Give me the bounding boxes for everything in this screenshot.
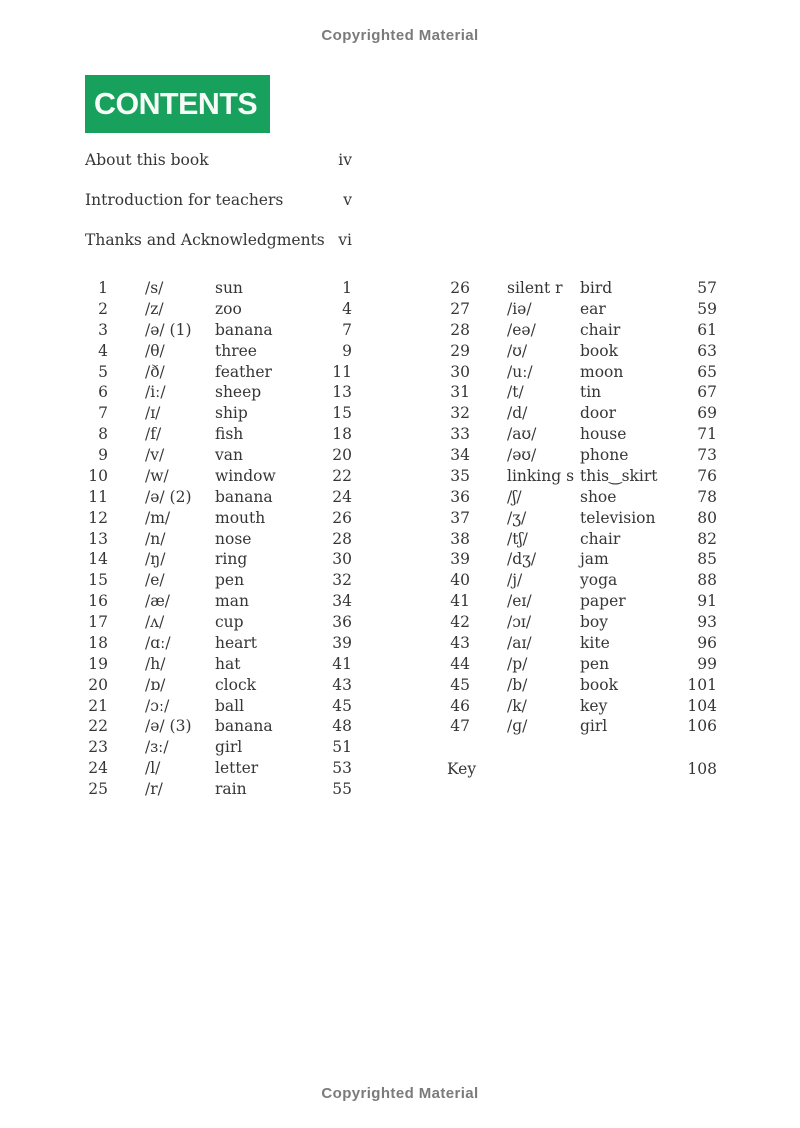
- unit-word: paper: [580, 592, 626, 611]
- unit-symbol: /ɪ/: [145, 404, 161, 423]
- contents-row: [85, 779, 352, 800]
- contents-row: [85, 424, 352, 445]
- unit-word: tin: [580, 383, 602, 402]
- unit-page: 53: [332, 759, 352, 778]
- contents-row: [440, 320, 717, 341]
- unit-symbol: /p/: [507, 654, 528, 673]
- unit-page: 69: [697, 404, 717, 423]
- unit-word: ship: [215, 404, 248, 423]
- unit-number: 41: [450, 592, 470, 611]
- contents-row: [85, 758, 352, 779]
- contents-row: [85, 362, 352, 383]
- contents-row: [85, 466, 352, 487]
- unit-page: 48: [332, 717, 352, 736]
- contents-row: [85, 675, 352, 696]
- unit-word: kite: [580, 633, 610, 652]
- unit-word: rain: [215, 780, 247, 798]
- unit-word: three: [215, 341, 257, 360]
- unit-word: jam: [580, 550, 609, 569]
- unit-number: 31: [450, 383, 470, 402]
- unit-number: 24: [88, 759, 108, 778]
- unit-symbol: /e/: [145, 571, 165, 590]
- unit-word: phone: [580, 446, 629, 464]
- contents-row: [440, 299, 717, 320]
- front-matter-page: vi: [338, 231, 352, 249]
- unit-number: 23: [88, 738, 108, 757]
- unit-number: 18: [88, 633, 108, 652]
- unit-word: banana: [215, 487, 273, 506]
- unit-symbol: /ŋ/: [145, 550, 166, 569]
- unit-symbol: /ɔː/: [145, 696, 170, 715]
- key-label: Key: [447, 760, 477, 778]
- unit-number: 32: [450, 404, 470, 423]
- unit-page: 99: [697, 654, 717, 673]
- unit-symbol: /ɔɪ/: [507, 613, 532, 631]
- unit-page: 45: [332, 696, 352, 715]
- unit-symbol: /aɪ/: [507, 633, 532, 652]
- front-matter-label: Introduction for teachers: [85, 191, 284, 209]
- unit-symbol: /tʃ/: [507, 529, 528, 548]
- unit-word: nose: [215, 529, 252, 548]
- contents-row: [440, 508, 717, 529]
- front-matter-row: [85, 192, 352, 209]
- unit-page: 73: [697, 446, 717, 464]
- contents-row: [440, 487, 717, 508]
- contents-row: [440, 570, 717, 591]
- unit-page: 22: [332, 466, 352, 485]
- unit-word: house: [580, 425, 627, 444]
- unit-number: 38: [450, 529, 470, 548]
- contents-row: [440, 362, 717, 383]
- unit-symbol: /r/: [145, 780, 163, 798]
- unit-page: 106: [687, 717, 717, 736]
- contents-row: [440, 382, 717, 403]
- unit-word: banana: [215, 320, 273, 339]
- unit-symbol: /ɒ/: [145, 675, 166, 694]
- unit-symbol: /ɑː/: [145, 633, 171, 652]
- contents-row: [440, 716, 717, 737]
- unit-word: feather: [215, 362, 272, 381]
- unit-page: 88: [697, 571, 717, 590]
- unit-page: 61: [697, 320, 717, 339]
- unit-number: 27: [450, 299, 470, 318]
- contents-row: [85, 591, 352, 612]
- unit-word: zoo: [215, 299, 242, 318]
- contents-row: [85, 633, 352, 654]
- unit-symbol: /æ/: [145, 592, 171, 611]
- contents-row: [440, 654, 717, 675]
- unit-word: banana: [215, 717, 273, 736]
- contents-row: [85, 716, 352, 737]
- unit-word: cup: [215, 613, 244, 631]
- unit-page: 7: [342, 320, 352, 339]
- unit-number: 46: [450, 696, 470, 715]
- contents-row: [440, 529, 717, 550]
- unit-number: 9: [98, 446, 108, 464]
- front-matter-row: [85, 232, 352, 249]
- unit-number: 10: [88, 466, 108, 485]
- unit-page: 18: [332, 425, 352, 444]
- unit-symbol: /uː/: [507, 362, 533, 381]
- front-matter-list: [85, 152, 352, 272]
- unit-page: 30: [332, 550, 352, 569]
- unit-word: van: [215, 446, 243, 464]
- key-page: 108: [687, 760, 717, 778]
- unit-page: 78: [697, 487, 717, 506]
- unit-symbol: /t/: [507, 383, 524, 402]
- unit-number: 6: [98, 383, 108, 402]
- contents-row: [440, 633, 717, 654]
- contents-row: [85, 278, 352, 299]
- unit-page: 104: [687, 696, 717, 715]
- unit-symbol: /dʒ/: [507, 550, 537, 569]
- unit-symbol: /ʒ/: [507, 508, 527, 527]
- unit-page: 34: [332, 592, 352, 611]
- contents-row: [440, 696, 717, 717]
- bottom-watermark: Copyrighted Material: [321, 1085, 479, 1102]
- unit-page: 32: [332, 571, 352, 590]
- unit-word: window: [215, 466, 276, 485]
- unit-symbol: silent r: [507, 279, 563, 297]
- unit-number: 34: [450, 446, 470, 464]
- unit-symbol: /ʃ/: [507, 487, 522, 506]
- unit-page: 28: [332, 529, 352, 548]
- unit-number: 42: [450, 613, 470, 631]
- contents-row: [85, 445, 352, 466]
- contents-row: [440, 612, 717, 633]
- front-matter-label: About this book: [85, 151, 209, 169]
- unit-word: shoe: [580, 487, 617, 506]
- contents-row: [85, 549, 352, 570]
- units-column-left: [85, 278, 352, 800]
- unit-symbol: /b/: [507, 675, 528, 694]
- unit-number: 14: [88, 550, 108, 569]
- unit-page: 36: [332, 613, 352, 631]
- front-matter-label: Thanks and Acknowledgments: [85, 231, 325, 249]
- unit-symbol: /eə/: [507, 320, 536, 339]
- unit-symbol: /h/: [145, 654, 166, 673]
- unit-symbol: /eɪ/: [507, 592, 532, 611]
- unit-symbol: /ð/: [145, 362, 165, 381]
- unit-word: chair: [580, 320, 621, 339]
- unit-page: 15: [332, 404, 352, 423]
- unit-word: mouth: [215, 508, 266, 527]
- unit-word: key: [580, 696, 608, 715]
- unit-page: 96: [697, 633, 717, 652]
- unit-number: 11: [88, 487, 108, 506]
- unit-symbol: /ə/ (2): [145, 487, 192, 506]
- contents-row: [85, 737, 352, 758]
- contents-row: [440, 549, 717, 570]
- unit-word: book: [580, 341, 618, 360]
- unit-word: pen: [215, 571, 245, 590]
- unit-number: 28: [450, 320, 470, 339]
- unit-page: 39: [332, 633, 352, 652]
- unit-symbol: /j/: [507, 571, 523, 590]
- unit-word: sun: [215, 279, 243, 297]
- unit-number: 47: [450, 717, 470, 736]
- contents-row: [85, 612, 352, 633]
- top-watermark: Copyrighted Material: [321, 27, 479, 44]
- unit-symbol: /s/: [145, 279, 164, 297]
- unit-page: 82: [697, 529, 717, 548]
- contents-row: [440, 675, 717, 696]
- contents-row: [440, 278, 717, 299]
- unit-symbol: /aʊ/: [507, 425, 537, 444]
- unit-symbol: /θ/: [145, 341, 165, 360]
- unit-page: 1: [342, 279, 352, 297]
- unit-number: 36: [450, 487, 470, 506]
- unit-page: 76: [697, 466, 717, 485]
- unit-page: 41: [332, 654, 352, 673]
- unit-number: 12: [88, 508, 108, 527]
- unit-page: 24: [332, 487, 352, 506]
- unit-symbol: /iə/: [507, 299, 532, 318]
- unit-page: 57: [697, 279, 717, 297]
- unit-number: 43: [450, 633, 470, 652]
- unit-page: 51: [332, 738, 352, 757]
- unit-symbol: /ʌ/: [145, 613, 165, 631]
- unit-word: hat: [215, 654, 241, 673]
- contents-row: [85, 570, 352, 591]
- unit-symbol: /ʊ/: [507, 341, 528, 360]
- unit-number: 30: [450, 362, 470, 381]
- unit-page: 91: [697, 592, 717, 611]
- unit-word: pen: [580, 654, 610, 673]
- unit-number: 35: [450, 466, 470, 485]
- unit-symbol: /ə/ (3): [145, 717, 192, 736]
- front-matter-row: [85, 152, 352, 169]
- contents-banner: [85, 75, 270, 133]
- unit-number: 44: [450, 654, 470, 673]
- unit-number: 15: [88, 571, 108, 590]
- unit-word: book: [580, 675, 618, 694]
- unit-number: 25: [88, 780, 108, 798]
- unit-symbol: /v/: [145, 446, 165, 464]
- unit-number: 21: [88, 696, 108, 715]
- unit-word: ear: [580, 299, 606, 318]
- contents-row: [85, 508, 352, 529]
- contents-row: [85, 487, 352, 508]
- page-title: CONTENTS: [94, 86, 258, 121]
- contents-row: [440, 341, 717, 362]
- unit-page: 80: [697, 508, 717, 527]
- contents-row: [85, 529, 352, 550]
- unit-word: boy: [580, 613, 609, 631]
- contents-row: [85, 299, 352, 320]
- unit-word: moon: [580, 362, 624, 381]
- unit-word: door: [580, 404, 616, 423]
- unit-symbol: /ɡ/: [507, 717, 528, 736]
- unit-page: 13: [332, 383, 352, 402]
- unit-number: 39: [450, 550, 470, 569]
- unit-page: 4: [342, 299, 352, 318]
- unit-page: 85: [697, 550, 717, 569]
- unit-number: 7: [98, 404, 108, 423]
- unit-page: 11: [332, 362, 352, 381]
- unit-number: 5: [98, 362, 108, 381]
- unit-number: 16: [88, 592, 108, 611]
- unit-word: heart: [215, 633, 258, 652]
- unit-symbol: /m/: [145, 508, 171, 527]
- unit-number: 33: [450, 425, 470, 444]
- unit-symbol: /iː/: [145, 383, 166, 402]
- contents-row: [440, 403, 717, 424]
- contents-row: [440, 445, 717, 466]
- unit-number: 22: [88, 717, 108, 736]
- unit-page: 63: [697, 341, 717, 360]
- unit-number: 8: [98, 425, 108, 444]
- contents-row: [85, 654, 352, 675]
- key-row: [440, 759, 717, 780]
- unit-page: 65: [697, 362, 717, 381]
- unit-page: 101: [687, 675, 717, 694]
- unit-word: girl: [580, 717, 608, 736]
- unit-number: 1: [98, 279, 108, 297]
- contents-row: [85, 382, 352, 403]
- unit-word: letter: [215, 759, 259, 778]
- unit-symbol: linking s: [507, 466, 575, 485]
- front-matter-page: v: [343, 191, 352, 209]
- unit-number: 19: [88, 654, 108, 673]
- contents-row: [440, 591, 717, 612]
- unit-symbol: /f/: [145, 425, 162, 444]
- unit-symbol: /w/: [145, 466, 169, 485]
- unit-page: 67: [697, 383, 717, 402]
- contents-row: [85, 403, 352, 424]
- unit-symbol: /l/: [145, 759, 161, 778]
- contents-row: [440, 466, 717, 487]
- unit-symbol: /əʊ/: [507, 446, 537, 464]
- unit-word: yoga: [580, 571, 618, 590]
- unit-word: ball: [215, 696, 245, 715]
- unit-page: 93: [697, 613, 717, 631]
- unit-number: 45: [450, 675, 470, 694]
- unit-number: 13: [88, 529, 108, 548]
- unit-word: ring: [215, 550, 248, 569]
- contents-row: [85, 341, 352, 362]
- unit-word: chair: [580, 529, 621, 548]
- unit-word: girl: [215, 738, 243, 757]
- unit-page: 43: [332, 675, 352, 694]
- contents-row: [85, 696, 352, 717]
- unit-word: this‿skirt: [580, 466, 658, 485]
- unit-number: 26: [450, 279, 470, 297]
- unit-number: 37: [450, 508, 470, 527]
- unit-symbol: /ə/ (1): [145, 320, 192, 339]
- unit-word: man: [215, 592, 249, 611]
- unit-number: 40: [450, 571, 470, 590]
- front-matter-page: iv: [338, 151, 352, 169]
- contents-row: [440, 424, 717, 445]
- unit-number: 17: [88, 613, 108, 631]
- unit-symbol: /ɜː/: [145, 738, 169, 757]
- unit-page: 71: [697, 425, 717, 444]
- unit-page: 20: [332, 446, 352, 464]
- unit-symbol: /z/: [145, 299, 164, 318]
- unit-page: 59: [697, 299, 717, 318]
- unit-page: 26: [332, 508, 352, 527]
- unit-page: 55: [332, 780, 352, 798]
- unit-word: sheep: [215, 383, 262, 402]
- unit-symbol: /n/: [145, 529, 166, 548]
- unit-word: bird: [580, 279, 613, 297]
- contents-row: [85, 320, 352, 341]
- units-column-right: [440, 278, 717, 737]
- unit-number: 3: [98, 320, 108, 339]
- unit-number: 20: [88, 675, 108, 694]
- unit-symbol: /k/: [507, 696, 527, 715]
- unit-number: 4: [98, 341, 108, 360]
- unit-word: television: [580, 508, 656, 527]
- unit-word: fish: [215, 425, 244, 444]
- unit-number: 29: [450, 341, 470, 360]
- unit-page: 9: [342, 341, 352, 360]
- unit-word: clock: [215, 675, 257, 694]
- unit-symbol: /d/: [507, 404, 528, 423]
- unit-number: 2: [98, 299, 108, 318]
